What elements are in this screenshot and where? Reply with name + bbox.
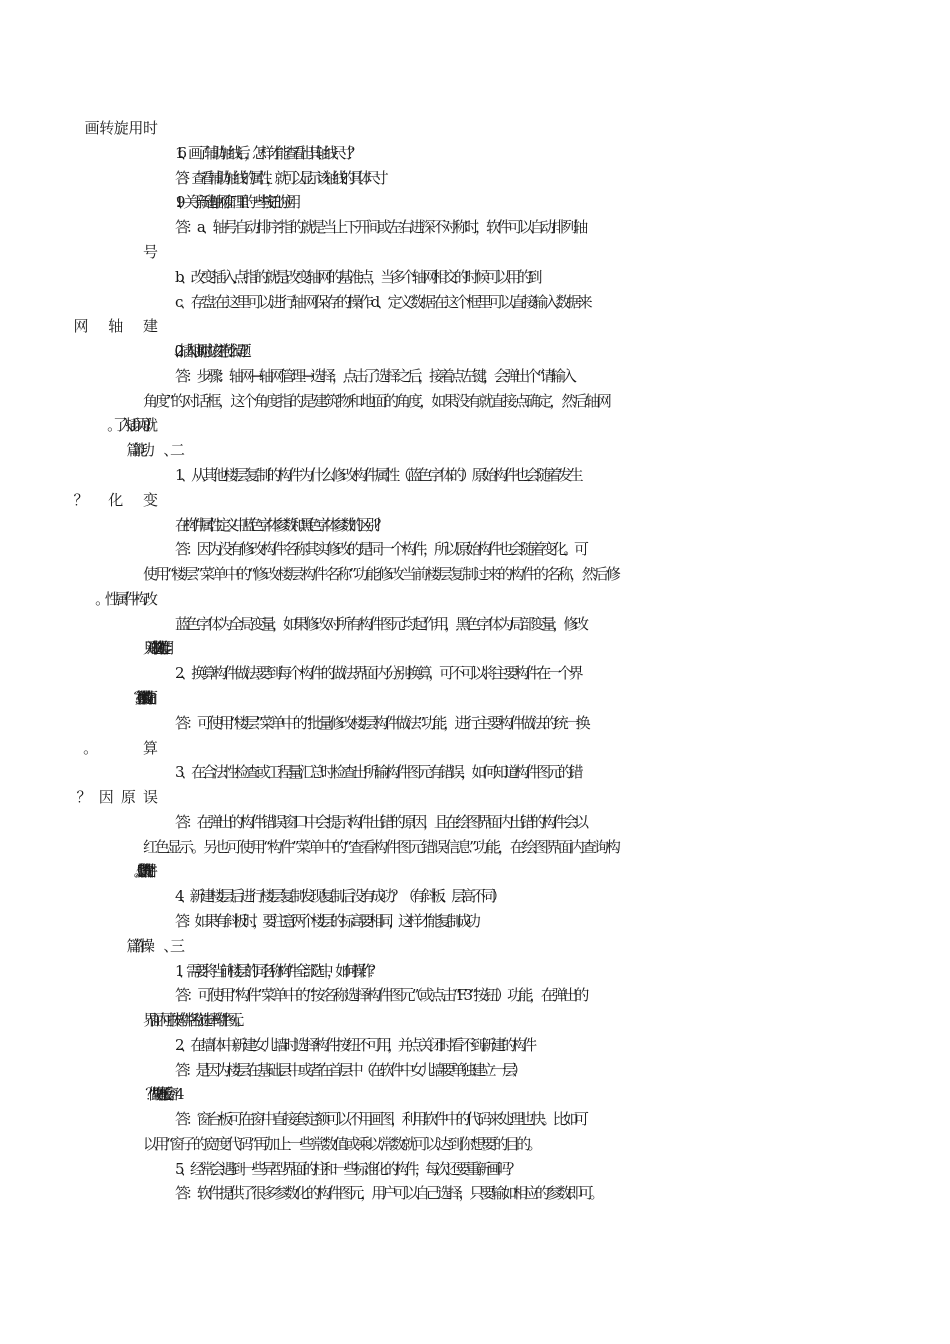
question-op-4: [0, 1081, 950, 1107]
text-line: 蓝色字体为全局变量，如果修改对所有构件图元均起作用，黑色字体为局部变量，修改: [175, 615, 585, 633]
question-func-4: 4、新建楼层后进行楼层复制发现复制后没有成功？（有斜板、层高不同）: [175, 887, 502, 905]
answer-16: 答：查看辅助轴线的属性，就可以显示该轴线的具体尺寸: [175, 169, 383, 187]
text-line: [0, 784, 950, 810]
question-op-1: 1、需要将当前楼层的同名称构件全部选中，如何操作？: [175, 962, 377, 980]
text-line: 角度”的对话框，这个角度指的是建筑物和地面的角度，如果没有就直接点确定，然后轴网: [143, 392, 609, 410]
text-line: [0, 858, 950, 884]
question-func-3: 3、在合法性检查或工程量汇总时检查出所输构件图元有错误，如何知道构件图元的错: [175, 763, 580, 781]
text-line: [0, 313, 950, 339]
text-line: 使用“楼层”菜单中的“修改楼层构件名称”功能修改当前楼层复制过来的构件的名称，然后修: [143, 565, 618, 583]
question-func-1: 1、从其他楼层复制的构件为什么修改构件属性（蓝色字体的）原始构件也会随着发生: [175, 466, 580, 484]
text-line: [0, 735, 950, 761]
text-line: [0, 586, 950, 612]
question-20: 20、插入轴网时应该注意什么问题？: [175, 342, 247, 360]
answer-func-1: 答：因为没有修改构件名称其实修改的是同一个构件，所以原始构件也会随着变化。可: [175, 540, 585, 558]
question-func-2: 2、换算构件做法要到每个构件的做法界面内分别换算，可不可以将主要构件在一个界: [175, 664, 580, 682]
answer-19: 答：a、轴号自动排序 指的就是当上下开间或左右进深不对称时，软件可以自动排列轴: [175, 218, 585, 236]
section-heading-operation: [0, 933, 950, 959]
section-heading-function: [0, 437, 950, 463]
question-op-2: 2、在墙体中新建女儿墙时选择构件按纽不可用，并点关闭时看不到新建的构件: [175, 1036, 533, 1054]
text-line: [0, 412, 950, 438]
question-func-1b: 在构件属性定义中蓝色字体参数和黑色字体参数的区别？: [175, 516, 383, 534]
question-19: 19、关于新建轴网窗口里的一些按钮的应用: [175, 193, 294, 211]
text-line: 只对选中的图元起作用。: [143, 639, 164, 657]
text-line: 界面内可按构件名称选择构件图元。: [143, 1011, 242, 1029]
answer-func-4: 答：如果有斜板时，要注意两个楼层的标高要相同，这样才能复制成功: [175, 912, 476, 930]
answer-func-2: 答：可使用“楼层”菜单中的“批量修改楼层构件做法”功能，进行主要构件做法的统一换: [175, 714, 587, 732]
question-16: 16、画了辅助轴线后，怎样才能查看出其轴线尺寸？: [175, 144, 356, 162]
text-line: b、改变插入点 指的就是改变轴网的基准点，当多个轴网相交的时候可以用的到: [175, 268, 538, 286]
question-op-5: 5、经常会遇到一些异型界面的柱和一些标准化的构件，每次还要重新画吗？: [175, 1160, 517, 1178]
answer-op-1: 答：可使用“构件”菜单中的“按名称选择构件图元”（或点击“F3”按钮）功能，在弹出的: [175, 986, 586, 1004]
text-line: [0, 487, 950, 513]
text-line: [0, 685, 950, 711]
text-line: 红色显示。另也可使用“构件”菜单中的“查看构件图元错误信息”功能，在绘图界面内查询构: [143, 838, 618, 856]
answer-op-2: 答：是因为楼层在基础层中或者在首层中（在软件中女儿墙要单独建立一层）: [175, 1061, 523, 1079]
answer-op-5: 答：软件提供了很多参数化的构件图元，用户可以自己选择，只要输如相应的参数即可。: [175, 1184, 601, 1202]
answer-20: 答：步骤：轴网→轴网管理→选择，点击了选择之后，接着点左键，会弹出个“请输入: [175, 367, 573, 385]
answer-func-3: 答：在弹出的构件错误窗口中会提示构件出错的原因，且在绘图界面内出错的构件会以: [175, 813, 585, 831]
text-line: [0, 239, 950, 265]
text-line: [0, 115, 950, 141]
text-line: 以用“窗子的宽度代码”再加上一些常数值或乘以常数就可以达到你想要的目的。: [143, 1135, 539, 1153]
text-line: c、存盘 在这里可以进行轴网保存的操作 d、定义数据 在这个框里可以直接输入数据来: [175, 293, 589, 311]
answer-op-4: 答：窗台板可在窗中直接套定额可以不用画图，利用软件中的代码来处理也快。比如可: [175, 1110, 585, 1128]
